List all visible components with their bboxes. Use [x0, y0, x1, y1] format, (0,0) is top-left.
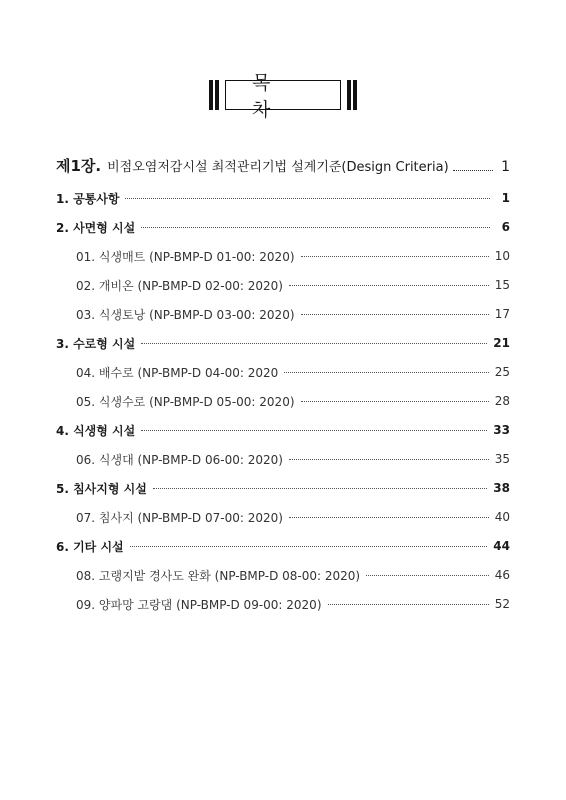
toc-section-row[interactable]: [56, 421, 510, 439]
toc-entry-page: 10: [494, 249, 510, 263]
dot-leader: [141, 227, 490, 228]
dot-leader: [141, 343, 487, 344]
toc-item-row[interactable]: [56, 450, 510, 468]
dot-leader: [301, 314, 489, 315]
toc-entry-page: 17: [494, 307, 510, 321]
dot-leader: [125, 198, 490, 199]
title-bar-left: [209, 80, 213, 110]
toc-entry-page: 40: [494, 510, 510, 524]
toc-entry-label: 4. 식생형 시설: [56, 423, 136, 438]
chapter-entry[interactable]: [56, 155, 510, 176]
toc-entry-page: 25: [494, 365, 510, 379]
toc-entry-page: 35: [494, 452, 510, 466]
toc-item-row[interactable]: [56, 276, 510, 294]
toc-section-row[interactable]: [56, 334, 510, 352]
title-bar-right: [353, 80, 357, 110]
toc-item-row[interactable]: [56, 566, 510, 584]
toc-item-row[interactable]: [56, 305, 510, 323]
toc-entry-page: 21: [493, 336, 510, 350]
title-bar-left-inner: [215, 80, 219, 110]
dot-leader: [289, 285, 489, 286]
toc-entry-label: 05. 식생수로 (NP-BMP-D 05-00: 2020): [76, 394, 295, 409]
dot-leader: [301, 256, 489, 257]
toc-entry-page: 52: [494, 597, 510, 611]
toc-title: 목 차: [225, 80, 341, 110]
chapter-title: 비점오염저감시설 최적관리기법 설계기준(Design Criteria): [107, 160, 449, 175]
toc-section-row[interactable]: [56, 479, 510, 497]
toc-entry-label: 6. 기타 시설: [56, 539, 124, 554]
toc-entry-label: 09. 양파망 고랑댐 (NP-BMP-D 09-00: 2020): [76, 597, 322, 612]
toc-entry-label: 5. 침사지형 시설: [56, 481, 147, 496]
toc-entry-page: 33: [493, 423, 510, 437]
toc-entry-page: 28: [494, 394, 510, 408]
toc-title-box: [209, 72, 357, 121]
dot-leader: [153, 488, 487, 489]
dot-leader: [301, 401, 489, 402]
toc-item-row[interactable]: [56, 595, 510, 613]
toc-entry-label: 02. 개비온 (NP-BMP-D 02-00: 2020): [76, 278, 283, 293]
toc-entry-page: 44: [493, 539, 510, 553]
toc-entry-label: 1. 공통사항: [56, 191, 120, 206]
dot-leader: [453, 170, 493, 171]
dot-leader: [289, 459, 489, 460]
toc-entry-page: 38: [493, 481, 510, 495]
toc-section-row[interactable]: [56, 218, 510, 236]
toc-item-row[interactable]: [56, 392, 510, 410]
toc-entry-page: 6: [501, 220, 510, 234]
toc-entry-label: 01. 식생매트 (NP-BMP-D 01-00: 2020): [76, 249, 295, 264]
toc-entry-page: 46: [494, 568, 510, 582]
dot-leader: [366, 575, 489, 576]
dot-leader: [141, 430, 487, 431]
dot-leader: [289, 517, 489, 518]
toc-entry-label: 07. 침사지 (NP-BMP-D 07-00: 2020): [76, 510, 283, 525]
toc-entry-label: 3. 수로형 시설: [56, 336, 136, 351]
toc-entry-label: 08. 고랭지밭 경사도 완화 (NP-BMP-D 08-00: 2020): [76, 568, 361, 583]
toc-item-row[interactable]: [56, 363, 510, 381]
toc-entry-page: 1: [501, 191, 510, 205]
toc-entry-label: 04. 배수로 (NP-BMP-D 04-00: 2020: [76, 365, 279, 380]
toc-entry-label: 06. 식생대 (NP-BMP-D 06-00: 2020): [76, 452, 283, 467]
chapter-label: 제1장.: [56, 157, 102, 175]
dot-leader: [284, 372, 488, 373]
toc-item-row[interactable]: [56, 508, 510, 526]
toc-entry-label: 2. 사면형 시설: [56, 220, 136, 235]
dot-leader: [328, 604, 489, 605]
dot-leader: [130, 546, 488, 547]
chapter-page: 1: [501, 159, 510, 175]
title-bar-right-inner: [347, 80, 351, 110]
toc-section-row[interactable]: [56, 537, 510, 555]
toc-entry-label: 03. 식생토낭 (NP-BMP-D 03-00: 2020): [76, 307, 295, 322]
toc-item-row[interactable]: [56, 247, 510, 265]
toc-section-row[interactable]: [56, 189, 510, 207]
toc-entry-page: 15: [494, 278, 510, 292]
